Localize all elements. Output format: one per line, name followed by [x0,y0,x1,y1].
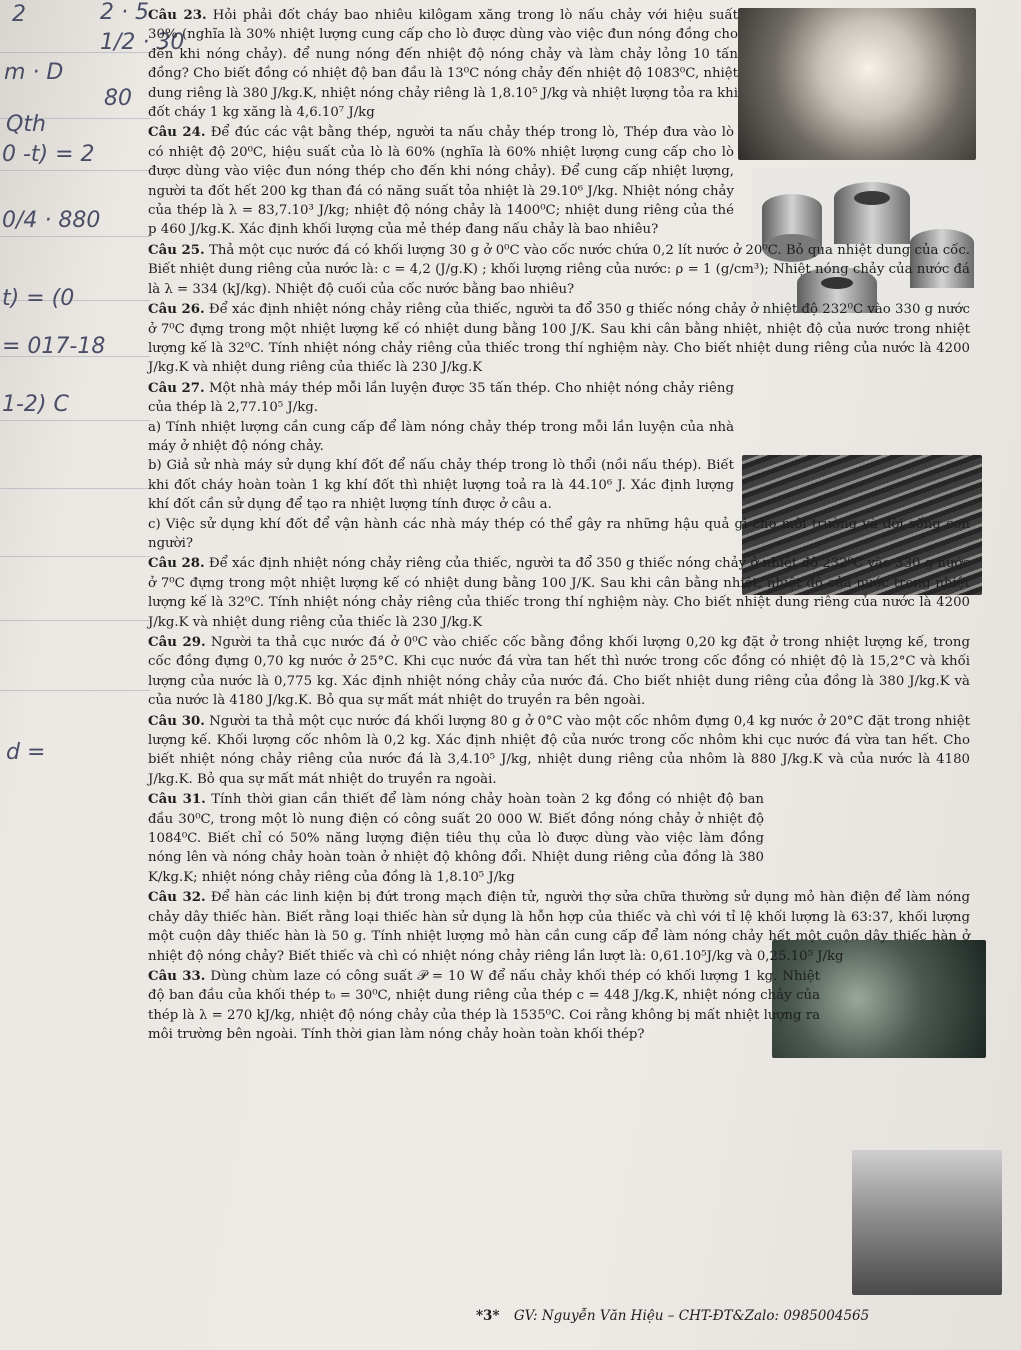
question-text: Tính thời gian cần thiết để làm nóng chảy hoàn toàn 2 kg đồng có nhiệt độ ban đầu 30⁰C, trong một lò nung điện có công suất 20 000 W. Biết đồng nóng chảy ở nhiệt độ 1084⁰C. Biết chỉ có 50% năng lượng điện tiêu thụ của lò được dùng vào việc làm đồng nóng lên và nóng chảy hoàn toàn ở nhiệt độ không đổi. Nhiệt dung riêng của đồng là 380 K/kg.K; nhiệt nóng chảy riêng của đồng là 1,8.10⁵ J/kg [148,792,764,885]
margin-note: 2 [12,2,26,27]
page-number: *3* [476,1308,500,1324]
question-text: Một nhà máy thép mỗi lần luyện được 35 tấn thép. Cho nhiệt nóng chảy riêng của thép là 2,77.10⁵ J/kg. [148,380,734,416]
question-text: Để xác định nhiệt nóng chảy riêng của thiếc, người ta đổ 350 g thiếc nóng chảy ở nhiệt độ 232⁰C vào 330 g nước ở 7⁰C đựng trong một nhiệt lượng kế có nhiệt dung bằng 100 J/K. Sau khi cân bằng nhiệt, nhiệt độ của nước trong nhiệt lượng kế là 32⁰C. Tính nhiệt nóng chảy riêng của thiếc trong thí nghiệm này. Cho biết nhiệt dung riêng của nước là 4200 J/kg.K và nhiệt dung riêng của thiếc là 230 J/kg.K [148,302,970,376]
question-24 [148,123,970,239]
laser-cutting-photo [852,1150,1002,1295]
question-number: Câu 32. [148,890,206,906]
author-credit: GV: Nguyễn Văn Hiệu – CHT-ĐT&Zalo: 0985004565 [513,1308,870,1324]
question-27-part-b: b) Giả sử nhà máy sử dụng khí đốt để nấu chảy thép trong lò thổi (nồi nấu thép). Biết khi đốt cháy hoàn toàn 1 kg khí đốt thì nhiệt lượng toả ra là 44.10⁶ J. Xác định lượng khí đốt cần sử dụng để tạo ra nhiệt lượng tính được ở câu a. [148,458,734,513]
question-number: Câu 25. [148,242,205,258]
margin-note: Qth [6,112,46,137]
question-25 [148,241,970,299]
question-27 [148,379,970,554]
margin-note: m · D [4,60,64,85]
margin-note: 0/4 · 880 [2,208,101,233]
question-number: Câu 23. [148,8,207,23]
margin-note: 2 · 5 [100,0,149,25]
margin-note: d = [6,740,46,765]
question-27-part-a: a) Tính nhiệt lượng cần cung cấp để làm nóng chảy thép trong mỗi lần luyện của nhà máy ở nhiệt độ nóng chảy. [148,419,734,454]
question-26 [148,300,970,378]
margin-note: 1-2) C [2,392,69,417]
question-number: Câu 33. [148,968,206,984]
question-text: Thả một cục nước đá có khối lượng 30 g ở 0⁰C vào cốc nước chứa 0,2 lít nước ở 20⁰C. Bỏ qua nhiệt dung của cốc. Biết nhiệt dung riêng của nước là: c = 4,2 (J/g.K) ; khối lượng riêng của nước: ρ = 1 (g/cm³); Nhiệt nóng chảy của nước đá là λ = 334 (kJ/kg). Nhiệt độ cuối của cốc nước bằng bao nhiêu? [148,242,970,297]
question-number: Câu 28. [148,556,205,572]
question-33 [148,967,970,1045]
margin-note: 1/2 · 30 [100,30,185,55]
question-text: Người ta thả một cục nước đá khối lượng 80 g ở 0°C vào một cốc nhôm đựng 0,4 kg nước ở 20°C đặt trong nhiệt lượng kế. Khối lượng cốc nhôm là 0,2 kg. Xác định nhiệt độ của nước trong cốc nhôm khi cục nước đá vừa tan hết. Cho biết nhiệt nóng chảy riêng của nước đá là 3,4.10⁵ J/kg, nhiệt dung riêng của nhôm là 880 J/kg.K và của nước là 4180 J/kg.K. Bỏ qua sự mất mát nhiệt do truyền ra ngoài. [148,713,970,787]
question-32 [148,888,970,966]
margin-note: t) = (0 [2,286,75,311]
question-text: Để hàn các linh kiện bị đứt trong mạch điện tử, người thợ sửa chữa thường sử dụng mỏ hàn điện để làm nóng chảy dây thiếc hàn. Biết rằng loại thiếc hàn sử dụng là hỗn hợp của thiếc và chì với tỉ lệ khối lượng là 63:37, khối lượng một cuộn dây thiếc hàn là 50 g. Tính nhiệt lượng mỏ hàn cần cung cấp để làm nóng chảy hết một cuộn dây thiếc hàn ở nhiệt độ nóng chảy? Biết thiếc và chì có nhiệt nóng chảy riêng lần lượt là: 0,61.10⁵J/kg và 0,25.10⁵ J/kg [148,890,970,964]
margin-note: 0 -t) = 2 [2,142,95,167]
question-number: Câu 24. [148,125,206,141]
margin-note: 80 [104,86,132,111]
margin-note: = 017-18 [2,334,106,359]
question-number: Câu 26. [148,302,205,318]
question-31 [148,790,970,887]
question-28 [148,554,970,632]
question-23 [148,6,970,122]
question-text: Hỏi phải đốt cháy bao nhiêu kilôgam xăng trong lò nấu chảy với hiệu suất 30% (nghĩa là 30% nhiệt lượng cung cấp cho lò được dùng vào việc đun nóng đồng cho đến khi nóng chảy). để nung nóng đến nhiệt độ nóng chảy và làm chảy lỏng 10 tấn đồng? Cho biết đồng có nhiệt độ ban đầu là 13⁰C nóng chảy đến nhiệt độ 1083⁰C, nhiệt dung riêng là 380 J/kg.K, nhiệt nóng chảy riêng là 1,8.10⁵ J/kg và nhiệt lượng tỏa ra khi đốt cháy 1 kg xăng là 4,6.10⁷ J/kg [148,8,739,121]
question-number: Câu 31. [148,792,206,808]
question-text: Dùng chùm laze có công suất 𝒫 = 10 W để nấu chảy khối thép có khối lượng 1 kg. Nhiệt độ ban đầu của khối thép t₀ = 30⁰C, nhiệt dung riêng của thép c = 448 J/kg.K, nhiệt nóng chảy của thép là λ = 270 kJ/kg, nhiệt độ nóng chảy của thép là 1535⁰C. Coi rằng không bị mất nhiệt lượng ra môi trường bên ngoài. Tính thời gian làm nóng chảy hoàn toàn khối thép? [148,968,820,1043]
page-footer [476,1308,869,1324]
question-text: Để xác định nhiệt nóng chảy riêng của thiếc, người ta đổ 350 g thiếc nóng chảy ở nhiệt độ 232⁰C vào 330 g nước ở 7⁰C đựng trong một nhiệt lượng kế có nhiệt dung bằng 100 J/K. Sau khi cân bằng nhiệt, nhiệt độ của nước trong nhiệt lượng kế là 32⁰C. Tính nhiệt nóng chảy riêng của thiếc trong thí nghiệm này. Cho biết nhiệt dung riêng của nước là 4200 J/kg.K và nhiệt dung riêng của thiếc là 230 J/kg.K [148,556,970,630]
question-30 [148,712,970,790]
question-text: Người ta thả cục nước đá ở 0⁰C vào chiếc cốc bằng đồng khối lượng 0,20 kg đặt ở trong nhiệt lượng kế, trong cốc đồng đựng 0,70 kg nước ở 25°C. Khi cục nước đá vừa tan hết thì nước trong cốc đồng có nhiệt độ là 15,2°C và khối lượng của nước là 0,775 kg. Xác định nhiệt nóng chảy của nước đá. Cho biết nhiệt dung riêng của đồng là 380 J/kg.K và của nước là 4180 J/kg.K. Bỏ qua sự mất mát nhiệt do truyền ra bên ngoài. [148,635,970,709]
question-number: Câu 27. [148,380,205,396]
question-list [148,6,970,1046]
question-text: Để đúc các vật bằng thép, người ta nấu chảy thép trong lò, Thép đưa vào lò có nhiệt độ 20⁰C, hiệu suất của lò là 60% (nghĩa là 60% nhiệt lượng cung cấp cho lò được dùng vào việc đun nóng thép cho đến khi nóng chảy). Để cung cấp nhiệt lượng, người ta đốt hết 200 kg than đá có năng suất tỏa nhiệt là 29.10⁶ J/kg. Nhiệt nóng chảy của thép là λ = 83,7.10³ J/kg; nhiệt độ nóng chảy là 1400⁰C; nhiệt dung riêng của thé p 460 J/kg.K. Xác định khối lượng của mẻ thép đang nấu chảy là bao nhiêu? [148,125,734,238]
question-number: Câu 29. [148,635,206,650]
question-29 [148,633,970,711]
question-number: Câu 30. [148,713,205,729]
question-27-part-c: c) Việc sử dụng khí đốt để vận hành các nhà máy thép có thể gây ra những hậu quả gì cho môi trường và đời sống con người? [148,516,970,551]
